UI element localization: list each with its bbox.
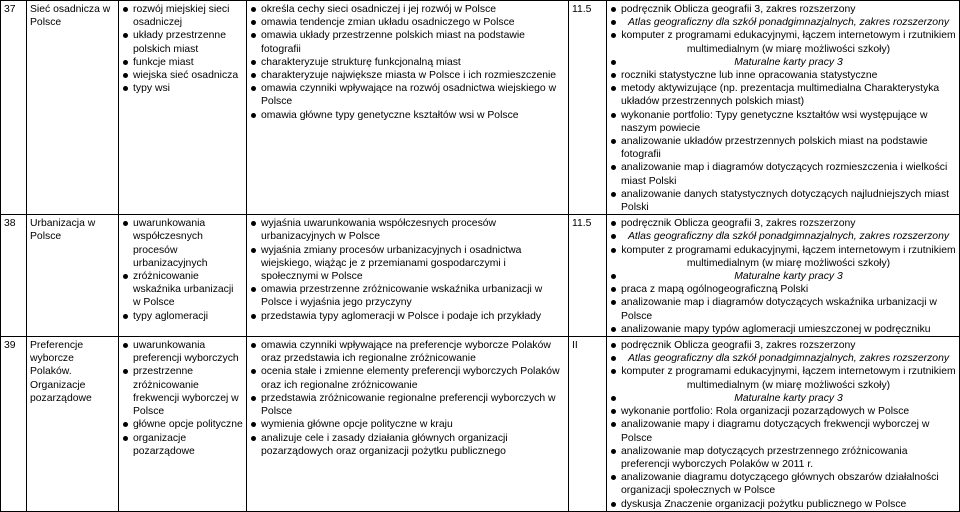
list-item: Atlas geograficzny dla szkół ponadgimnazjalnych, zakres rozszerzony bbox=[610, 16, 956, 29]
list-item: omawia tendencje zmian układu osadniczego w Polsce bbox=[250, 16, 565, 29]
list-item: omawia czynniki wpływające na rozwój osadnictwa wiejskiego w Polsce bbox=[250, 82, 565, 108]
list-item: Maturalne karty pracy 3 bbox=[610, 270, 956, 283]
list-item: komputer z programami edukacyjnymi, łączem internetowym i rzutnikiem multimedialnym (w miarę możliwości szkoły) bbox=[610, 29, 956, 55]
list-item: typy aglomeracji bbox=[122, 310, 243, 323]
list-item: typy wsi bbox=[122, 82, 243, 95]
list-item: analizuje cele i zasady działania głównych organizacji pozarządowych oraz organizacji pożytku publicznego bbox=[250, 432, 565, 458]
list-item: komputer z programami edukacyjnymi, łączem internetowym i rzutnikiem multimedialnym (w miarę możliwości szkoły) bbox=[610, 365, 956, 391]
list-item: wyjaśnia uwarunkowania współczesnych procesów urbanizacyjnych w Polsce bbox=[250, 217, 565, 243]
methods-cell bbox=[607, 1, 960, 215]
hours-cell: 11.5 bbox=[569, 1, 607, 215]
lesson-number: 39 bbox=[1, 337, 27, 512]
list-item: wiejska sieć osadnicza bbox=[122, 69, 243, 82]
list-item: omawia przestrzenne zróżnicowanie wskaźnika urbanizacji w Polsce i wyjaśnia jego przyczyny bbox=[250, 283, 565, 309]
lesson-number: 38 bbox=[1, 215, 27, 337]
methods-cell bbox=[607, 337, 960, 512]
list-item: omawia czynniki wpływające na preferencje wyborcze Polaków oraz przedstawia ich regionalne zróżnicowanie bbox=[250, 339, 565, 365]
list-item: podręcznik Oblicza geografii 3, zakres rozszerzony bbox=[610, 217, 956, 230]
list-item: wykonanie portfolio: Typy genetyczne kształtów wsi występujące w naszym powiecie bbox=[610, 109, 956, 135]
list-item: układy przestrzenne polskich miast bbox=[122, 29, 243, 55]
hours-cell: II bbox=[569, 337, 607, 512]
list-item: analizowanie map dotyczących przestrzennego zróżnicowania preferencji wyborczych Polaków w 2011 r. bbox=[610, 445, 956, 471]
lesson-topic: Urbanizacja w Polsce bbox=[27, 215, 119, 337]
list-item: uwarunkowania współczesnych procesów urbanizacyjnych bbox=[122, 217, 243, 270]
list-item: podręcznik Oblicza geografii 3, zakres rozszerzony bbox=[610, 3, 956, 16]
list-item: funkcje miast bbox=[122, 56, 243, 69]
requirements-cell bbox=[247, 337, 569, 512]
lesson-number: 37 bbox=[1, 1, 27, 215]
lesson-topic: Preferencje wyborcze Polaków. Organizacje pozarządowe bbox=[27, 337, 119, 512]
table-row bbox=[1, 337, 960, 512]
list-item: Atlas geograficzny dla szkół ponadgimnazjalnych, zakres rozszerzony bbox=[610, 352, 956, 365]
list-item: przedstawia zróżnicowanie regionalne preferencji wyborczych w Polsce bbox=[250, 392, 565, 418]
list-item: wymienia główne opcje polityczne w kraju bbox=[250, 418, 565, 431]
list-item: charakteryzuje największe miasta w Polsce i ich rozmieszczenie bbox=[250, 69, 565, 82]
list-item: analizowanie map i diagramów dotyczących wskaźnika urbanizacji w Polsce bbox=[610, 296, 956, 322]
list-item: analizowanie układów przestrzennych polskich miast na podstawie fotografii bbox=[610, 135, 956, 161]
list-item: uwarunkowania preferencji wyborczych bbox=[122, 339, 243, 365]
list-item: dyskusja Znaczenie organizacji pożytku publicznego w Polsce bbox=[610, 498, 956, 511]
list-item: wykonanie portfolio: Rola organizacji pozarządowych w Polsce bbox=[610, 405, 956, 418]
list-item: Maturalne karty pracy 3 bbox=[610, 392, 956, 405]
list-item: analizowanie mapy i diagramu dotyczących frekwencji wyborczej w Polsce bbox=[610, 418, 956, 444]
list-item: główne opcje polityczne bbox=[122, 418, 243, 431]
list-item: roczniki statystyczne lub inne opracowania statystyczne bbox=[610, 69, 956, 82]
list-item: analizowanie mapy typów aglomeracji umieszczonej w podręczniku bbox=[610, 323, 956, 336]
list-item: charakteryzuje strukturę funkcjonalną miast bbox=[250, 56, 565, 69]
list-item: metody aktywizujące (np. prezentacja multimedialna Charakterystyka układów przestrzennych polskich miast) bbox=[610, 82, 956, 108]
list-item: przedstawia typy aglomeracji w Polsce i podaje ich przykłady bbox=[250, 310, 565, 323]
content-cell bbox=[119, 337, 247, 512]
lesson-topic: Sieć osadnicza w Polsce bbox=[27, 1, 119, 215]
list-item: komputer z programami edukacyjnymi, łączem internetowym i rzutnikiem multimedialnym (w miarę możliwości szkoły) bbox=[610, 244, 956, 270]
content-cell bbox=[119, 215, 247, 337]
content-cell bbox=[119, 1, 247, 215]
list-item: Atlas geograficzny dla szkół ponadgimnazjalnych, zakres rozszerzony bbox=[610, 230, 956, 243]
list-item: ocenia stałe i zmienne elementy preferencji wyborczych Polaków oraz ich regionalne zróżnicowanie bbox=[250, 365, 565, 391]
requirements-cell bbox=[247, 215, 569, 337]
list-item: zróżnicowanie wskaźnika urbanizacji w Polsce bbox=[122, 270, 243, 310]
list-item: analizowanie map i diagramów dotyczących rozmieszczenia i wielkości miast Polski bbox=[610, 161, 956, 187]
list-item: Maturalne karty pracy 3 bbox=[610, 56, 956, 69]
list-item: omawia układy przestrzenne polskich miast na podstawie fotografii bbox=[250, 29, 565, 55]
list-item: analizowanie diagramu dotyczącego głównych obszarów działalności organizacji społecznych w Polsce bbox=[610, 471, 956, 497]
list-item: wyjaśnia zmiany procesów urbanizacyjnych i osadnictwa wiejskiego, wiążąc je z przemianami gospodarczymi i społecznymi w Polsce bbox=[250, 244, 565, 284]
list-item: omawia główne typy genetyczne kształtów wsi w Polsce bbox=[250, 109, 565, 122]
hours-cell: 11.5 bbox=[569, 215, 607, 337]
list-item: praca z mapą ogólnogeograficzną Polski bbox=[610, 283, 956, 296]
list-item: podręcznik Oblicza geografii 3, zakres rozszerzony bbox=[610, 339, 956, 352]
list-item: przestrzenne zróżnicowanie frekwencji wyborczej w Polsce bbox=[122, 365, 243, 418]
list-item: organizacje pozarządowe bbox=[122, 432, 243, 458]
requirements-cell bbox=[247, 1, 569, 215]
table-row bbox=[1, 1, 960, 215]
list-item: rozwój miejskiej sieci osadniczej bbox=[122, 3, 243, 29]
list-item: określa cechy sieci osadniczej i jej rozwój w Polsce bbox=[250, 3, 565, 16]
table-row bbox=[1, 215, 960, 337]
methods-cell bbox=[607, 215, 960, 337]
list-item: analizowanie danych statystycznych dotyczących najludniejszych miast Polski bbox=[610, 188, 956, 214]
